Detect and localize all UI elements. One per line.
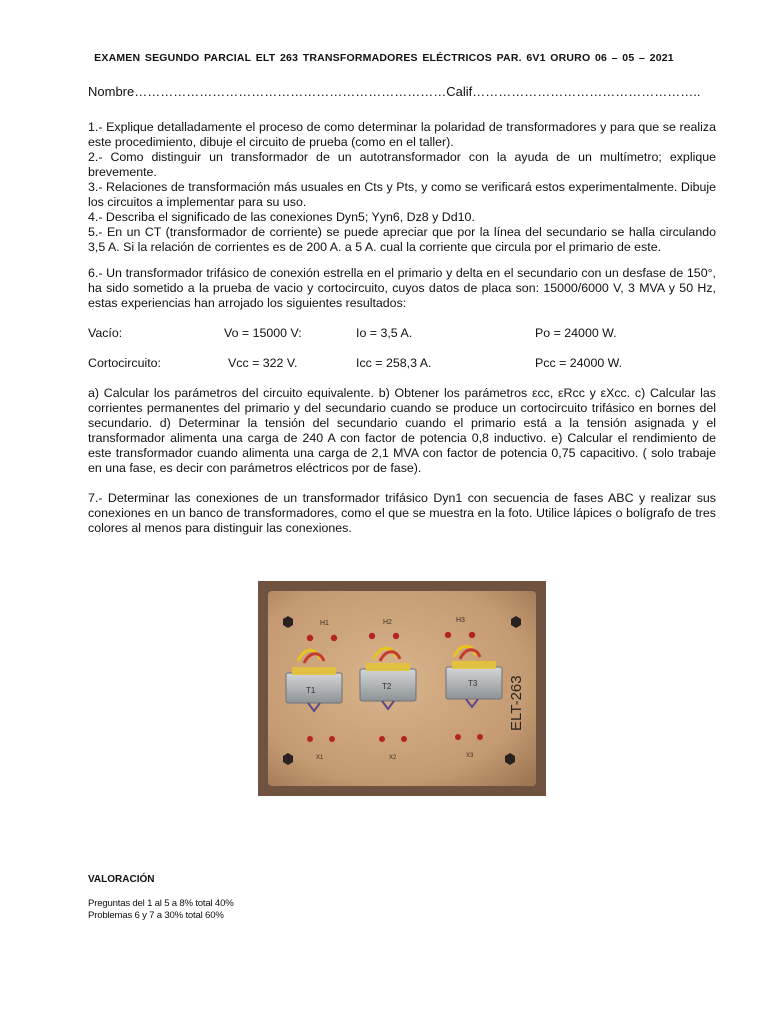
question-3: 3.- Relaciones de transformación más usuales en Cts y Pts, y como se verificará estos experimentalmente. Dibuje los circuitos a implementar para su uso. [88,180,716,209]
question-1: 1.- Explique detalladamente el proceso de como determinar la polaridad de transformadores y para que se realiza este procedimiento, dibuje el circuito de prueba (como en el taller). [88,120,716,149]
question-4: 4.- Describa el significado de las conexiones Dyn5; Yyn6, Dz8 y Dd10. [88,210,475,224]
valoracion-title: VALORACIÓN [88,874,155,885]
terminal [469,632,475,638]
vacio-voltage: Vo = 15000 V: [224,326,302,340]
terminal [455,734,461,740]
vacio-power: Po = 24000 W. [535,326,617,340]
t2-label: T2 [382,682,392,691]
corto-current: Icc = 258,3 A. [356,356,432,370]
name-grade-line: Nombre………………………………………………………………Calif…………………………………………….. [88,84,701,99]
terminal [331,635,337,641]
problem-6-intro: 6.- Un transformador trifásico de conexión estrella en el primario y delta en el secundario con un desfase de 150°, ha sido sometido a la prueba de vacio y cortocircuito, cuyos datos de placa son: 15000/6000 V, 3 MVA y 50 Hz, estas experiencias han arrojado los siguientes resultados: [88,266,716,310]
corto-voltage: Vcc = 322 V. [228,356,298,370]
vacio-row [88,326,716,342]
exam-header: EXAMEN SEGUNDO PARCIAL ELT 263 TRANSFORMADORES ELÉCTRICOS PAR. 6V1 ORURO 06 – 05 – 2021 [94,52,674,64]
x3-label: X3 [466,753,474,759]
vacio-label: Vacío: [88,326,123,340]
valoracion-line-1: Preguntas del 1 al 5 a 8% total 40% [88,898,234,909]
problem-6-tasks: a) Calcular los parámetros del circuito equivalente. b) Obtener los parámetros εcc, εRcc y εXcc. c) Calcular las corrientes permanentes del primario y del secundario cuando se produce un cortocircuito trifásico en bornes del secundario. d) Determinar la tensión del secundario cuando el primario está a la tensión asignada y el transformador alimenta una carga de 240 A con factor de potencia 0,8 inductivo. e) Calcular el rendimiento de este transformador cuando alimenta una carga de 2,1 MVA con factor de potencia 0,75 capacitivo. ( solo trabaje en una fase, es decir con parámetros eléctricos por de fase). [88,386,716,475]
h3-label: H3 [456,617,465,624]
terminal [445,632,451,638]
transformer-bank-photo [258,581,546,796]
terminal [393,633,399,639]
terminal [307,736,313,742]
problem-7: 7.- Determinar las conexiones de un transformador trifásico Dyn1 con secuencia de fases ABC y realizar sus conexiones en un banco de transformadores, como el que se muestra en la foto. Utilice lápices o bolígrafo de tres colores al menos para distinguir las conexiones. [88,491,716,535]
valoracion-line-2: Problemas 6 y 7 a 30% total 60% [88,910,224,921]
terminal [369,633,375,639]
terminal [307,635,313,641]
terminal [379,736,385,742]
question-2: 2.- Como distinguir un transformador de un autotransformador con la ayuda de un multímetro; explique brevemente. [88,150,716,179]
questions-block [88,120,716,255]
h2-label: H2 [383,619,392,626]
h1-label: H1 [320,620,329,627]
terminal [401,736,407,742]
t3-label: T3 [468,679,478,688]
x2-label: X2 [389,755,397,761]
question-5: 5.- En un CT (transformador de corriente) se puede apreciar que por la línea del secundario se halla circulando 3,5 A. Si la relación de corrientes es de 200 A. a 5 A. cual la corriente que circula por el primario de este. [88,225,716,254]
t1-label: T1 [306,686,316,695]
x1-label: X1 [316,755,324,761]
corto-power: Pcc = 24000 W. [535,356,623,370]
terminal [329,736,335,742]
corto-label: Cortocircuito: [88,356,161,370]
terminal [477,734,483,740]
corto-row [88,356,716,372]
vacio-current: Io = 3,5 A. [356,326,413,340]
board-label: ELT-263 [508,675,525,731]
